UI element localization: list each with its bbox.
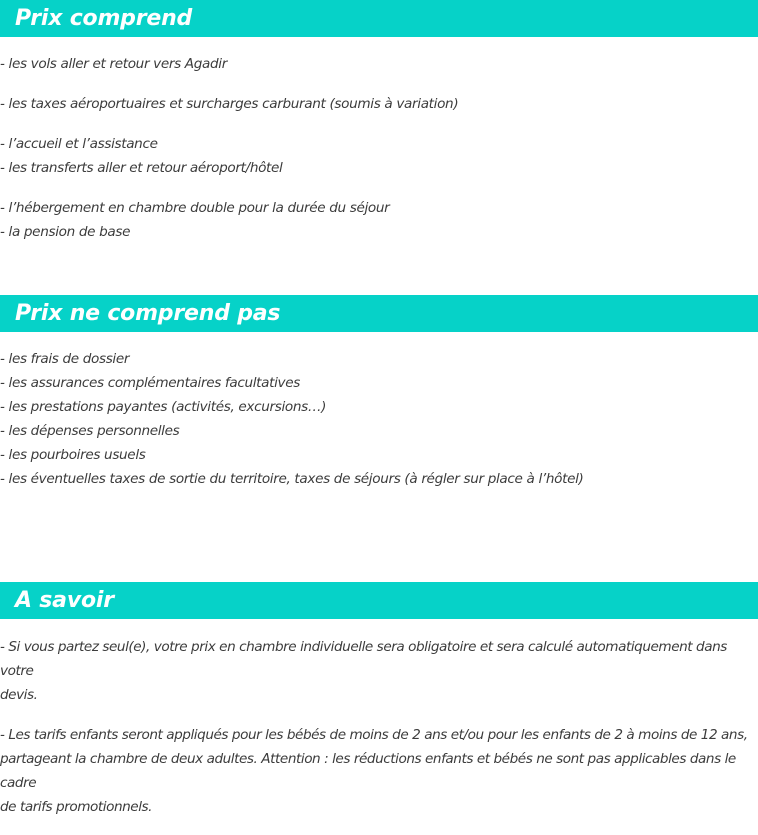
- text-line: devis.: [0, 687, 38, 703]
- section-header-a-savoir: [0, 582, 758, 619]
- list-item: - les taxes aéroportuaires et surcharges carburant (soumis à variation): [0, 96, 459, 112]
- list-item: - l’hébergement en chambre double pour la durée du séjour: [0, 200, 390, 216]
- section-title: Prix ne comprend pas: [15, 301, 281, 326]
- list-item: - les frais de dossier: [0, 351, 130, 367]
- section-body-prix-ne-comprend-pas: [0, 347, 758, 507]
- text-line: de tarifs promotionnels.: [0, 799, 153, 815]
- paragraph: [0, 196, 758, 244]
- paragraph: [0, 635, 758, 707]
- text-line: partageant la chambre de deux adultes. Attention : les réductions enfants et bébés ne sont pas applicables dans le cadre: [0, 751, 736, 791]
- section-header-prix-ne-comprend-pas: [0, 295, 758, 332]
- paragraph: [0, 723, 758, 819]
- list-item: - les transferts aller et retour aéroport/hôtel: [0, 160, 283, 176]
- list-item: - la pension de base: [0, 224, 131, 240]
- list-item: - les éventuelles taxes de sortie du territoire, taxes de séjours (à régler sur place à l’hôtel): [0, 471, 584, 487]
- paragraph: [0, 92, 758, 116]
- list-item: - l’accueil et l’assistance: [0, 136, 158, 152]
- text-line: - Les tarifs enfants seront appliqués pour les bébés de moins de 2 ans et/ou pour les enfants de 2 à moins de 12 ans,: [0, 727, 748, 743]
- list-item: - les prestations payantes (activités, excursions…): [0, 399, 327, 415]
- paragraph: [0, 132, 758, 180]
- section-title: A savoir: [15, 588, 114, 613]
- section-title: Prix comprend: [15, 6, 193, 31]
- paragraph: [0, 347, 758, 491]
- section-body-prix-comprend: [0, 52, 758, 260]
- paragraph: [0, 52, 758, 76]
- list-item: - les vols aller et retour vers Agadir: [0, 56, 227, 72]
- list-item: - les assurances complémentaires facultatives: [0, 375, 300, 391]
- text-line: - Si vous partez seul(e), votre prix en chambre individuelle sera obligatoire et sera calculé automatiquement dans votre: [0, 639, 727, 679]
- list-item: - les dépenses personnelles: [0, 423, 180, 439]
- section-header-prix-comprend: [0, 0, 758, 37]
- section-body-a-savoir: [0, 635, 758, 835]
- list-item: - les pourboires usuels: [0, 447, 146, 463]
